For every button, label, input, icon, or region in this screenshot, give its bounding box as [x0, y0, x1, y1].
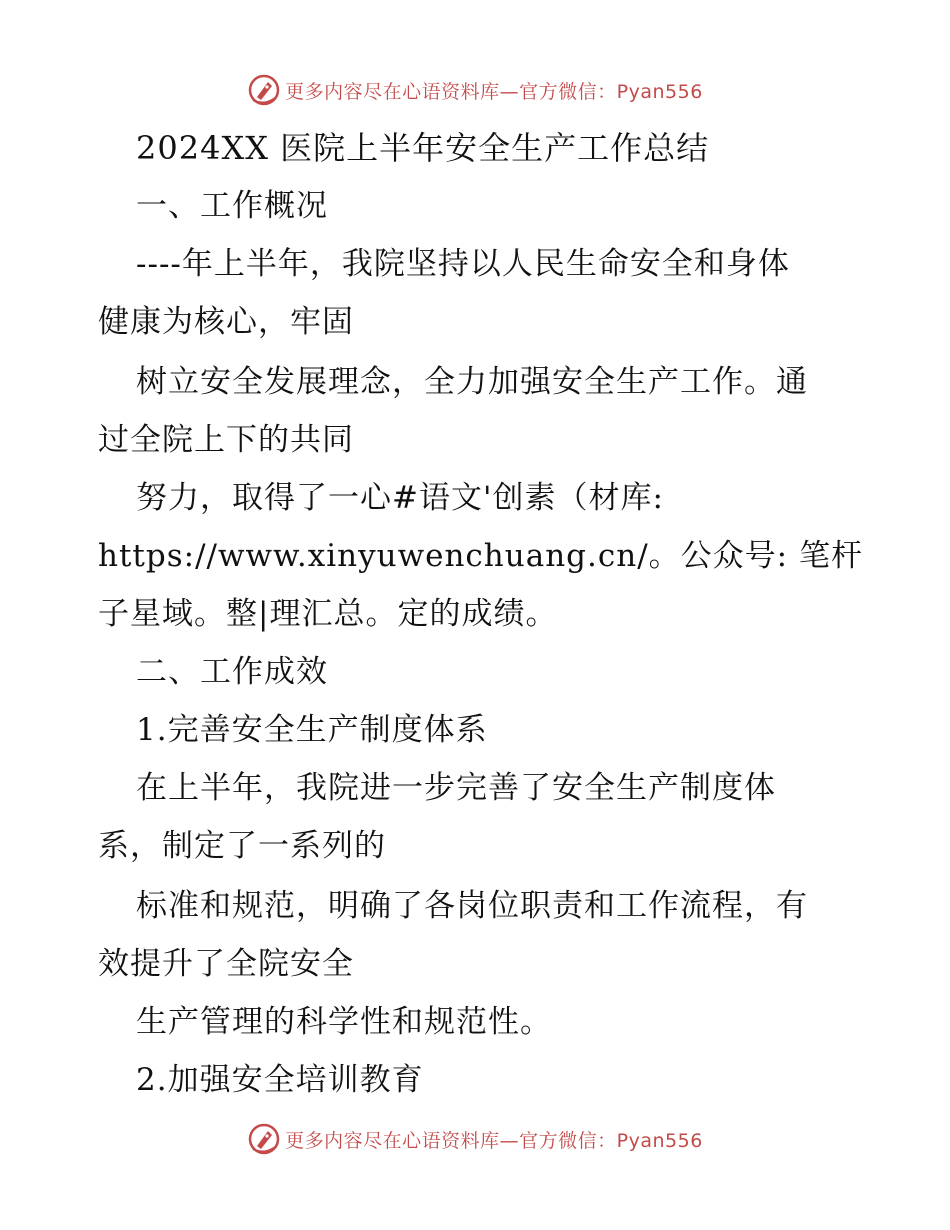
paragraph-line: 标准和规范，明确了各岗位职责和工作流程，有: [136, 888, 808, 924]
footer-watermark: [0, 1117, 950, 1161]
paragraph-line: 树立安全发展理念，全力加强安全生产工作。通: [136, 364, 808, 400]
paragraph-line: 生产管理的科学性和规范性。: [136, 1004, 552, 1040]
watermark-text: 更多内容尽在心语资料库—官方微信：Pyan556: [285, 80, 703, 103]
paragraph-line: 子星域。整|理汇总。定的成绩。: [98, 596, 558, 632]
subsection-heading: 1.完善安全生产制度体系: [136, 712, 488, 748]
header-watermark: [0, 68, 950, 112]
section-heading: 二、工作成效: [136, 654, 328, 690]
paragraph-line: 在上半年，我院进一步完善了安全生产制度体: [136, 770, 776, 806]
pen-nib-logo-icon: [247, 1122, 281, 1156]
paragraph-line: https://www.xinyuwenchuang.cn/。公众号: 笔杆: [98, 538, 863, 574]
subsection-heading: 2.加强安全培训教育: [136, 1062, 424, 1098]
paragraph-line: ----年上半年，我院坚持以人民生命安全和身体: [136, 246, 790, 282]
paragraph-line: 健康为核心，牢固: [98, 304, 354, 340]
paragraph-line: 系，制定了一系列的: [98, 828, 386, 864]
watermark-text: 更多内容尽在心语资料库—官方微信：Pyan556: [285, 1129, 703, 1152]
pen-nib-logo-icon: [247, 73, 281, 107]
paragraph-line: 过全院上下的共同: [98, 422, 354, 458]
document-title: 2024XX 医院上半年安全生产工作总结: [136, 129, 710, 167]
section-heading: 一、工作概况: [136, 188, 328, 224]
paragraph-line: 效提升了全院安全: [98, 946, 354, 982]
paragraph-line: 努力，取得了一心#语文'创素（材库:: [136, 480, 664, 516]
